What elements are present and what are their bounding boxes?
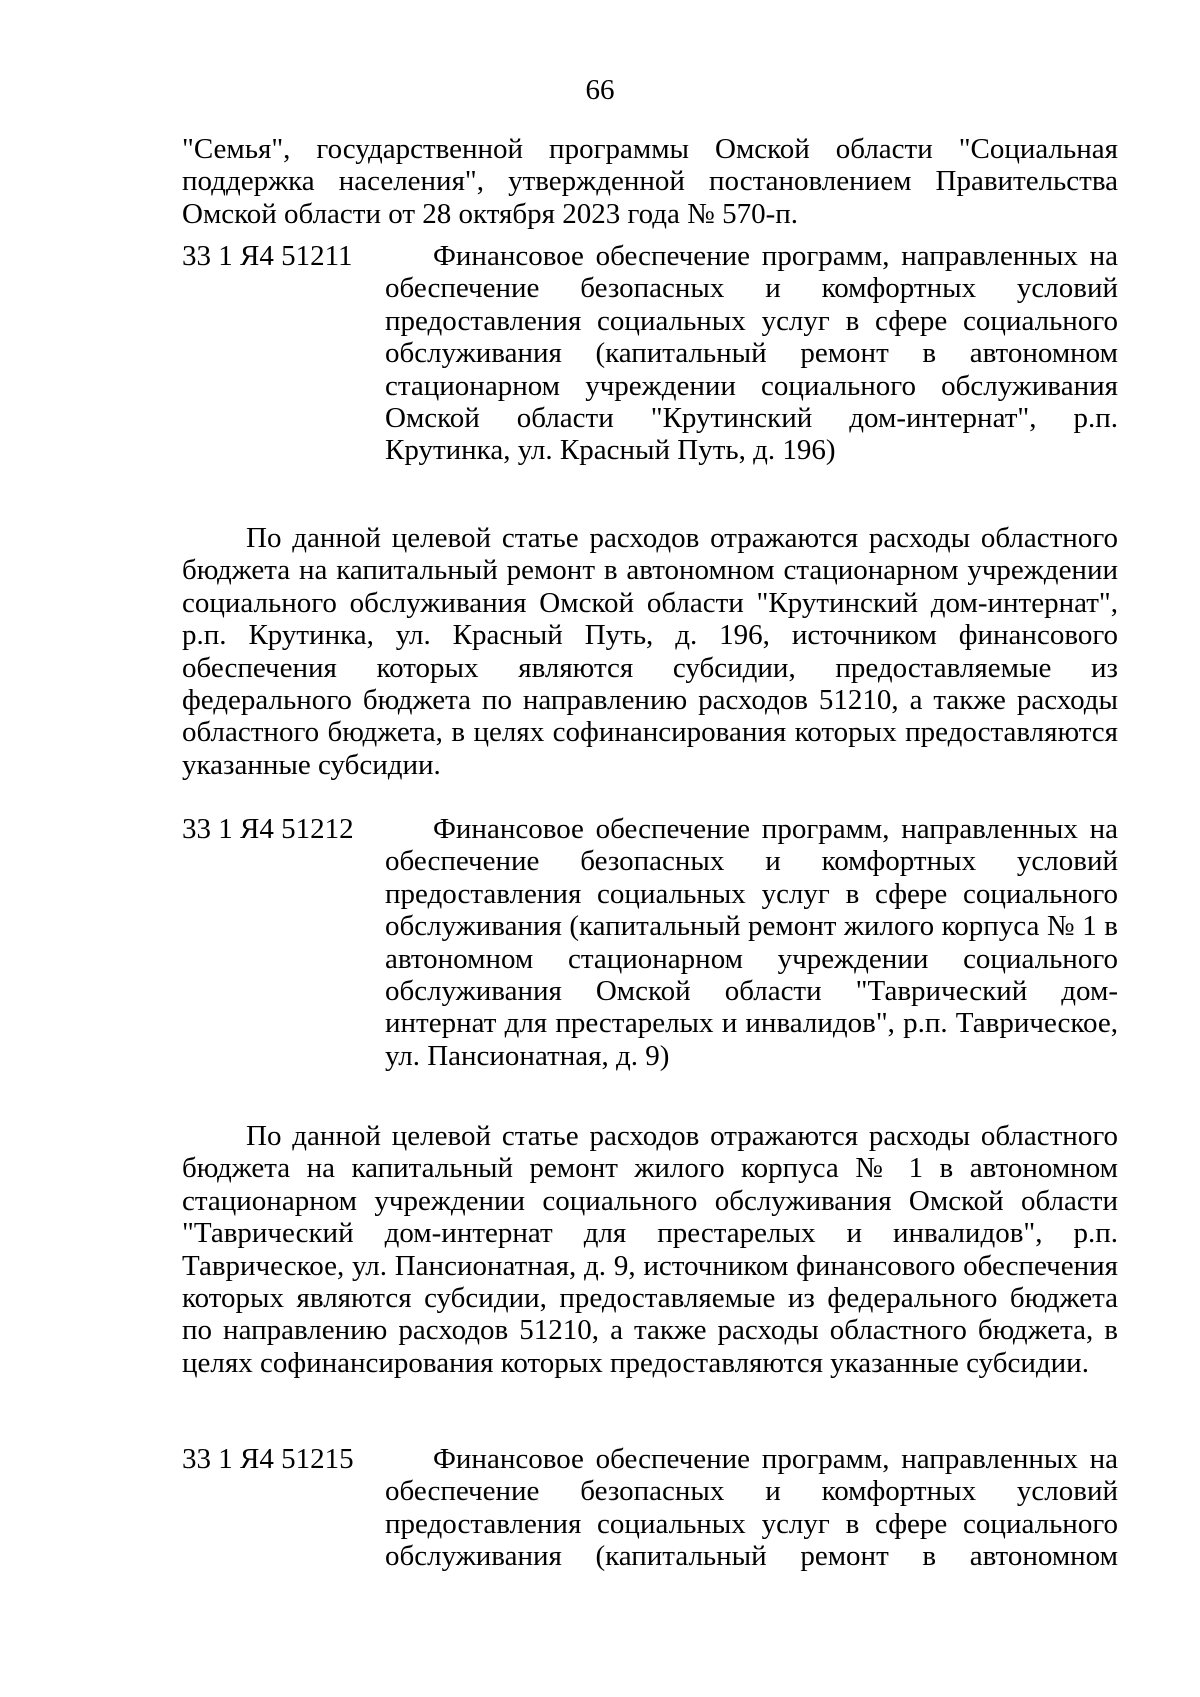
explanation-51211: По данной целевой статье расходов отражаются расходы областного бюджета на капитальный ремонт в автономном стационарном учреждении социального обслуживания Омской области "Крутинский дом-интернат", р.п. Крутинка, ул. Красный Путь, д. 196, источником финансового обеспечения которых являются субсидии, предоставляемые из федерального бюджета по направлению расходов 51210, а также расходы областного бюджета, в целях софинансирования которых предоставляются указанные субсидии. [182,522,1118,781]
explanation-51212: По данной целевой статье расходов отражаются расходы областного бюджета на капитальный ремонт жилого корпуса № 1 в автономном стационарном учреждении социального обслуживания Омской области "Таврический дом-интернат для престарелых и инвалидов", р.п. Таврическое, ул. Пансионатная, д. 9, источником финансового обеспечения которых являются субсидии, предоставляемые из федерального бюджета по направлению расходов 51210, а также расходы областного бюджета, в целях софинансирования которых предоставляются указанные субсидии. [182,1120,1118,1379]
description-51215: Финансовое обеспечение программ, направленных на обеспечение безопасных и комфортных условий предоставления социальных услуг в сфере социального обслуживания (капитальный ремонт в автономном [385,1443,1118,1573]
intro-paragraph: "Семья", государственной программы Омской области "Социальная поддержка населения", утвержденной постановлением Правительства Омской области от 28 октября 2023 года № 570-п. [182,133,1118,230]
description-51212: Финансовое обеспечение программ, направленных на обеспечение безопасных и комфортных условий предоставления социальных услуг в сфере социального обслуживания (капитальный ремонт жилого корпуса № 1 в автономном стационарном учреждении социального обслуживания Омской области "Таврический дом-интернат для престарелых и инвалидов", р.п. Таврическое, ул. Пансионатная, д. 9) [385,813,1118,1072]
code-51215: 33 1 Я4 51215 [182,1443,354,1475]
page-number: 66 [585,74,615,106]
code-51212: 33 1 Я4 51212 [182,813,354,845]
description-51211: Финансовое обеспечение программ, направленных на обеспечение безопасных и комфортных условий предоставления социальных услуг в сфере социального обслуживания (капитальный ремонт в автономном стационарном учреждении социального обслуживания Омской области "Крутинский дом-интернат", р.п. Крутинка, ул. Красный Путь, д. 196) [385,240,1118,467]
code-51211: 33 1 Я4 51211 [182,240,353,272]
